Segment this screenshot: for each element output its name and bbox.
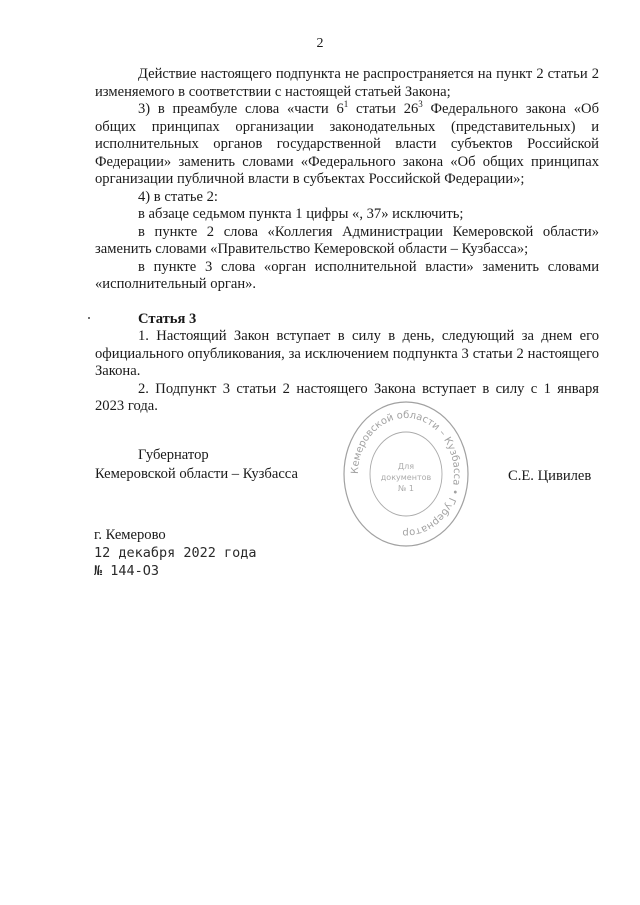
- article-3-paragraph-2: 2. Подпункт 3 статьи 2 настоящего Закона вступает в силу с 1 января 2023 года.: [95, 380, 599, 414]
- signer-name: С.Е. Цивилев: [508, 468, 592, 484]
- seal-center-line3: № 1: [398, 484, 414, 493]
- preamble-text-lead: 3) в преамбуле слова «части 6: [138, 101, 344, 117]
- signer-region: Кемеровской области – Кузбасса: [95, 466, 298, 482]
- preamble-text-rest: Федерального закона «Об общих принципах организации законодательных (представительных) и исполнительных органов государственной власти субъектов Российской Федерации» заменить словами «Федерального закона «Об общих принципах организации публичной власти в субъектах Российской Федерации»;: [95, 101, 600, 187]
- article-3-title: Статья 3: [138, 310, 197, 327]
- preamble-text-mid: статьи 26: [348, 101, 419, 117]
- page-number: 2: [316, 36, 324, 51]
- signing-city: г. Кемерово: [94, 527, 166, 543]
- superscript-part: 1: [343, 99, 349, 109]
- article-3-paragraph-1: 1. Настоящий Закон вступает в силу в день, следующий за днем его официального опубликования, за исключением подпункта 3 статьи 2 настоящего Закона.: [95, 328, 599, 379]
- paragraph-exception: Действие настоящего подпункта не распространяется на пункт 2 статьи 2 изменяемого в соответствии с настоящей статьей Закона;: [95, 66, 599, 100]
- paragraph-clause3: в пункте 3 слова «орган исполнительной власти» заменить словами «исполнительный орган».: [95, 258, 599, 292]
- signer-title: Губернатор: [138, 447, 209, 463]
- paragraph-preamble-change: [95, 101, 599, 189]
- paragraph-clause1: в абзаце седьмом пункта 1 цифры «, 37» исключить;: [138, 206, 464, 222]
- seal-center-line2: документов: [380, 473, 432, 482]
- document-body: [95, 66, 599, 416]
- superscript-article: 3: [418, 99, 423, 109]
- paragraph-item4: 4) в статье 2:: [138, 188, 218, 205]
- paragraph-clause2: в пункте 2 слова «Коллегия Администрации Кемеровской области» заменить словами «Правительство Кемеровской области – Кузбасса»;: [95, 223, 599, 257]
- signing-date: 12 декабря 2022 года: [94, 545, 257, 561]
- seal-center-line1: Для: [397, 462, 415, 471]
- margin-mark: [88, 317, 90, 319]
- official-seal-stamp: [341, 399, 471, 549]
- spacer: [95, 294, 599, 311]
- seal-ring-text: Кемеровской области – Кузбасса • Губернатор: [349, 409, 463, 539]
- law-number: № 144-ОЗ: [94, 563, 160, 579]
